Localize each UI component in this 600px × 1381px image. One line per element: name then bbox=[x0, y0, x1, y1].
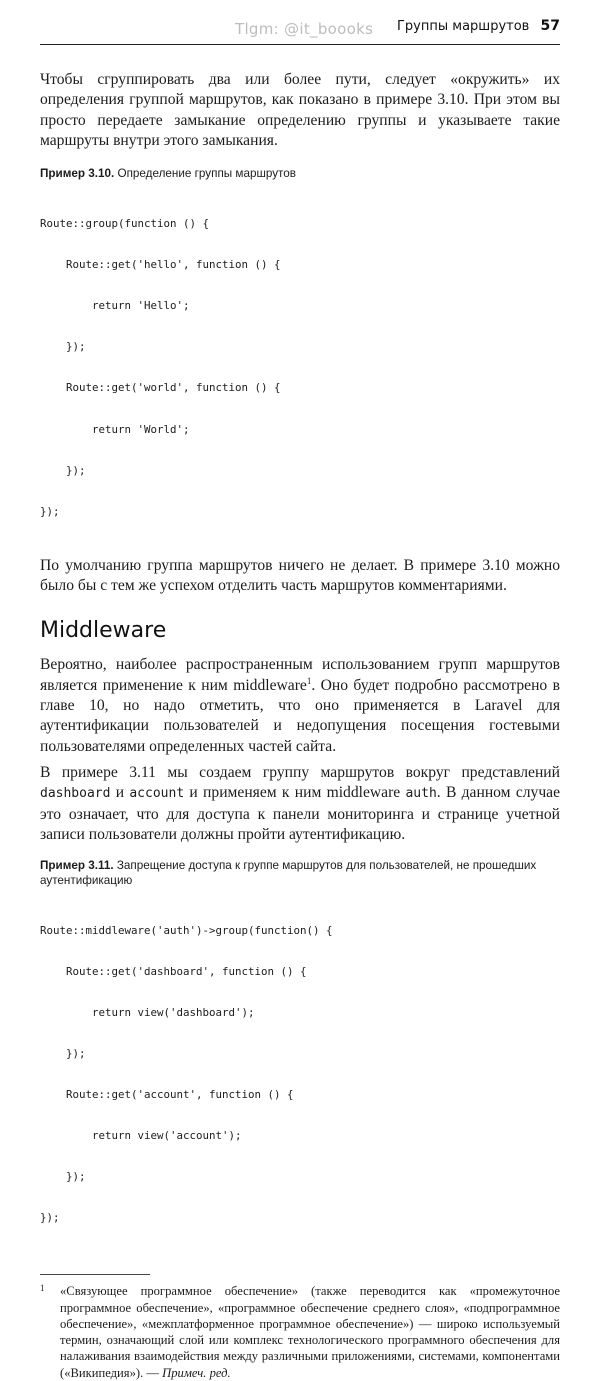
footnote-ref: 1 bbox=[306, 675, 312, 686]
code-line: }); bbox=[40, 340, 86, 354]
footnote bbox=[40, 1283, 560, 1381]
code-line: }); bbox=[40, 1046, 86, 1060]
code-line: Route::group(function () { bbox=[40, 217, 210, 231]
section-heading: Middleware bbox=[40, 618, 167, 644]
example-3-10-caption bbox=[40, 167, 560, 182]
code-listing-3-10 bbox=[40, 190, 560, 546]
paragraph-default-group: По умолчанию группа маршрутов ничего не делает. В примере 3.10 можно было бы с тем же успехом отделить часть маршрутов комментариями. bbox=[40, 556, 560, 595]
example-title: Определение группы маршрутов bbox=[114, 167, 296, 181]
code-line: Route::get('dashboard', function () { bbox=[40, 964, 307, 978]
code-line: return 'World'; bbox=[40, 422, 190, 436]
editor-note: Примеч. ред. bbox=[162, 1365, 231, 1380]
code-line: }); bbox=[40, 463, 86, 477]
code-line: Route::get('world', function () { bbox=[40, 381, 281, 395]
page-header bbox=[40, 12, 560, 42]
running-title: Группы маршрутов bbox=[397, 19, 530, 34]
code-line: return view('account'); bbox=[40, 1128, 242, 1142]
inline-code-auth: auth bbox=[405, 786, 437, 802]
paragraph-example-311: В примере 3.11 мы создаем группу маршрутов вокруг представлений dashboard и account и применяем к ним middleware auth. В данном случае это означает, что для доступа к панели мониторинга и странице учетной записи пользователи должны пройти аутентификацию. bbox=[40, 763, 560, 843]
page-number: 57 bbox=[540, 18, 560, 34]
footnote-rule bbox=[40, 1274, 150, 1275]
page-content bbox=[40, 70, 560, 1381]
footnote-text: «Связующее программное обеспечение» (также переводится как «промежуточное программное обеспечение», «программное обеспечение среднего слоя», «подпрограммное обеспечение», «межплатформенное программное обеспечение») — широко используемый термин, означающий слой или комплекс технологического программного обеспечения для налаживания взаимодействия между различными приложениями, системами, компонентами («Википедия»). — Примеч. ред. bbox=[60, 1284, 560, 1380]
code-line: return 'Hello'; bbox=[40, 299, 190, 313]
paragraph-intro: Чтобы сгруппировать два или более пути, следует «окружить» их определения группой маршрутов, как показано в примере 3.10. При этом вы просто передаете замыкание определению группы и указываете такие маршруты внутри этого замыкания. bbox=[40, 71, 560, 149]
inline-code-account: account bbox=[129, 786, 185, 802]
example-label: Пример 3.11. bbox=[40, 859, 114, 873]
watermark: Tlgm: @it_boooks bbox=[235, 20, 374, 38]
code-line: }); bbox=[40, 504, 60, 518]
code-line: Route::middleware('auth')->group(function() { bbox=[40, 923, 333, 937]
example-title: Запрещение доступа к группе маршрутов для пользователей, не прошедших аутентификацию bbox=[40, 859, 537, 887]
example-label: Пример 3.10. bbox=[40, 167, 115, 181]
code-listing-3-11 bbox=[40, 896, 560, 1252]
paragraph-middleware: Вероятно, наиболее распространенным использованием групп маршрутов является применение к ним middleware$^1$. Оно будет подробно рассмотрено в главе 10, но надо отметить, что оно применяется в Laravel для аутентификации пользователей и недопущения посещения гостевыми пользователями определенных частей сайта. bbox=[40, 656, 560, 755]
header-rule bbox=[40, 44, 560, 45]
code-line: Route::get('hello', function () { bbox=[40, 258, 281, 272]
example-3-11-caption bbox=[40, 859, 560, 888]
code-line: }); bbox=[40, 1211, 60, 1225]
code-line: }); bbox=[40, 1170, 86, 1184]
inline-code-dashboard: dashboard bbox=[40, 786, 111, 802]
code-line: return view('dashboard'); bbox=[40, 1005, 255, 1019]
footnote-mark: 1 bbox=[40, 1283, 45, 1294]
code-line: Route::get('account', function () { bbox=[40, 1087, 294, 1101]
